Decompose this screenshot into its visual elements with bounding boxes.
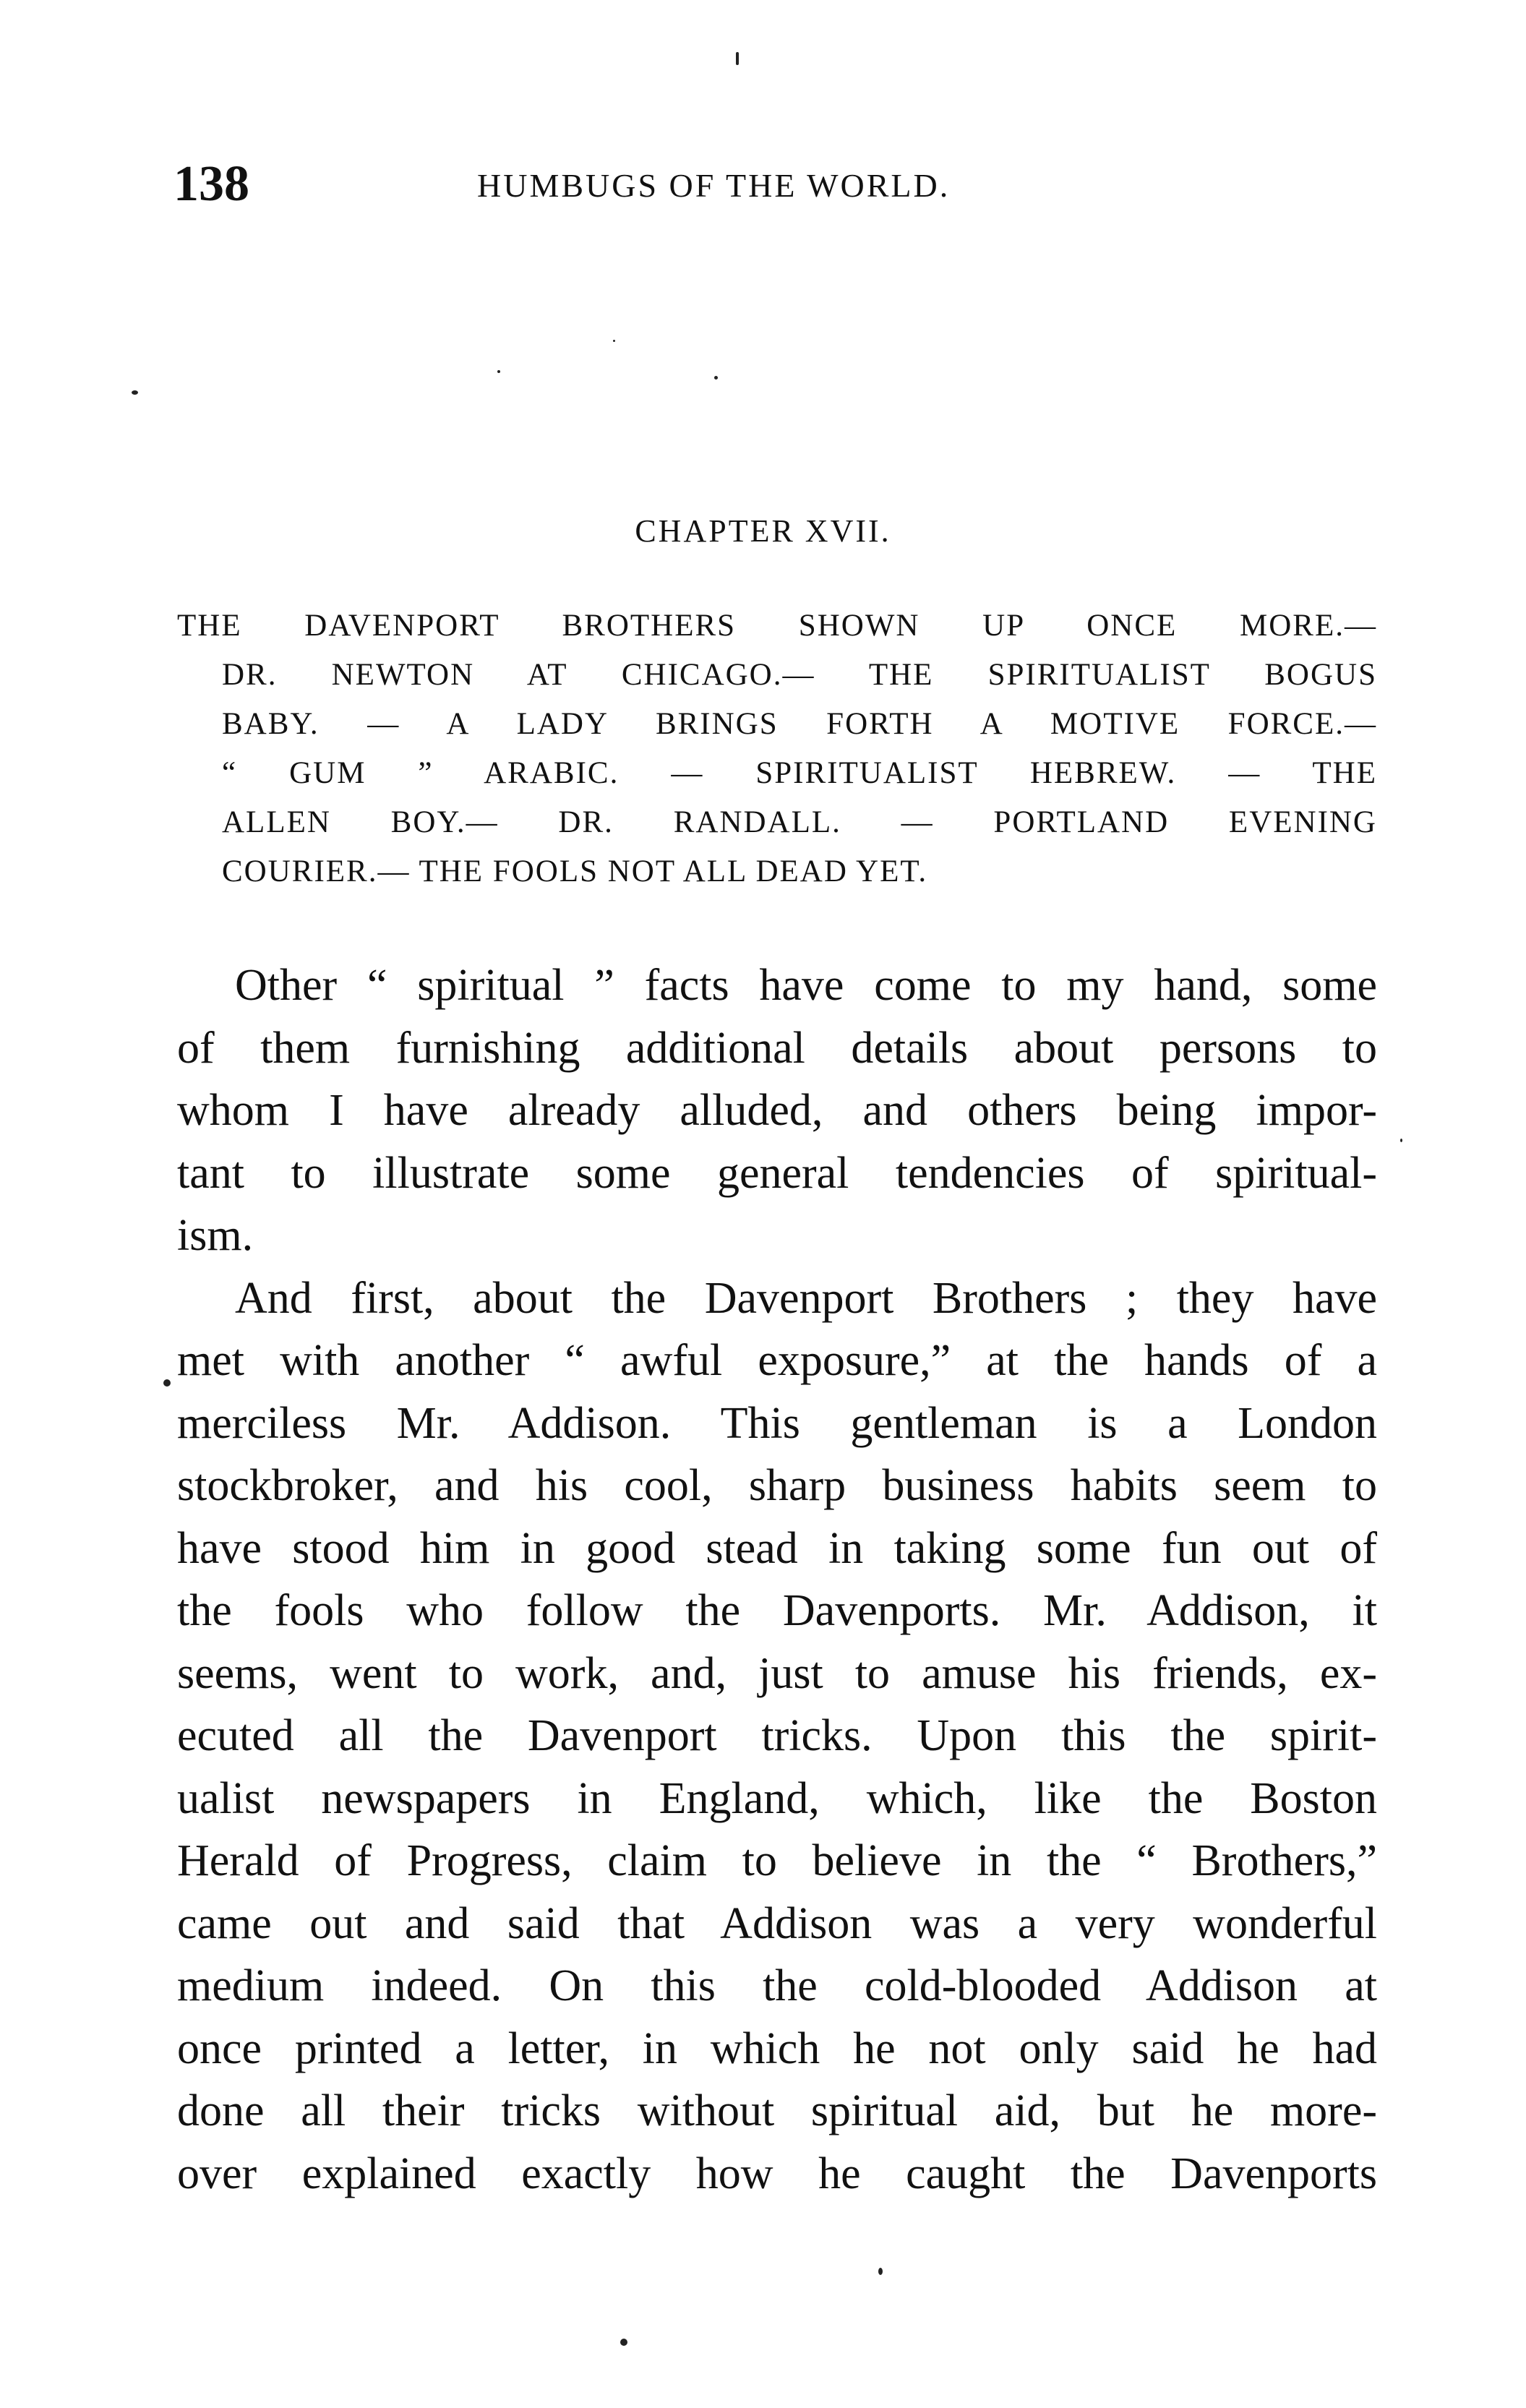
text-line: tant to illustrate some general tendencies of spiritual- bbox=[177, 1148, 1377, 1198]
text-line: Other “ spiritual ” facts have come to my hand, some bbox=[235, 961, 1377, 1010]
scan-speck bbox=[736, 52, 739, 65]
chapter-heading: CHAPTER XVII. bbox=[635, 513, 891, 549]
text-line: the fools who follow the Davenports. Mr. Addison, it bbox=[177, 1586, 1377, 1635]
summary-line: “ GUM ” ARABIC. — SPIRITUALIST HEBREW. — THE bbox=[222, 756, 1377, 790]
scan-speck bbox=[714, 376, 718, 380]
text-line: stockbroker, and his cool, sharp business habits seem to bbox=[177, 1461, 1377, 1510]
running-head bbox=[173, 152, 1373, 217]
text-line: came out and said that Addison was a very wonderful bbox=[177, 1898, 1377, 1948]
text-line: ism. bbox=[177, 1211, 254, 1260]
running-title: HUMBUGS OF THE WORLD. bbox=[477, 167, 951, 204]
text-line: met with another “ awful exposure,” at the hands of a bbox=[177, 1336, 1377, 1385]
body-text bbox=[177, 954, 1377, 2205]
summary-line: THE DAVENPORT BROTHERS SHOWN UP ONCE MORE.— bbox=[177, 609, 1377, 643]
scan-speck bbox=[132, 390, 138, 395]
scan-speck bbox=[497, 370, 500, 373]
scan-speck bbox=[620, 2339, 627, 2346]
text-line: of them furnishing additional details about persons to bbox=[177, 1023, 1377, 1073]
chapter-summary bbox=[177, 601, 1377, 896]
page-number: 138 bbox=[173, 156, 249, 212]
text-line: medium indeed. On this the cold-blooded Addison at bbox=[177, 1961, 1377, 2010]
text-line: seems, went to work, and, just to amuse his friends, ex- bbox=[177, 1648, 1377, 1698]
text-line: Herald of Progress, claim to believe in the “ Brothers,” bbox=[177, 1836, 1377, 1885]
summary-line: ALLEN BOY.— DR. RANDALL. — PORTLAND EVENING bbox=[222, 805, 1377, 839]
text-line: done all their tricks without spiritual aid, but he more- bbox=[177, 2086, 1377, 2135]
text-line: ualist newspapers in England, which, like the Boston bbox=[177, 1773, 1377, 1823]
text-line: over explained exactly how he caught the Davenports bbox=[177, 2148, 1377, 2198]
text-line: And first, about the Davenport Brothers ; they have bbox=[235, 1273, 1377, 1323]
scan-speck bbox=[613, 340, 615, 342]
text-line: whom I have already alluded, and others being impor- bbox=[177, 1086, 1377, 1135]
summary-line: BABY. — A LADY BRINGS FORTH A MOTIVE FORCE.— bbox=[222, 707, 1377, 741]
scan-speck bbox=[878, 2268, 883, 2275]
text-line: have stood him in good stead in taking some fun out of bbox=[177, 1523, 1377, 1573]
scan-speck bbox=[1400, 1139, 1402, 1142]
text-line: once printed a letter, in which he not only said he had bbox=[177, 2023, 1377, 2073]
scan-speck bbox=[163, 1379, 171, 1387]
text-line: merciless Mr. Addison. This gentleman is a London bbox=[177, 1398, 1377, 1448]
text-line: ecuted all the Davenport tricks. Upon this the spirit- bbox=[177, 1711, 1377, 1760]
summary-line: COURIER.— THE FOOLS NOT ALL DEAD YET. bbox=[222, 854, 928, 888]
summary-line: DR. NEWTON AT CHICAGO.— THE SPIRITUALIST BOGUS bbox=[222, 658, 1377, 692]
